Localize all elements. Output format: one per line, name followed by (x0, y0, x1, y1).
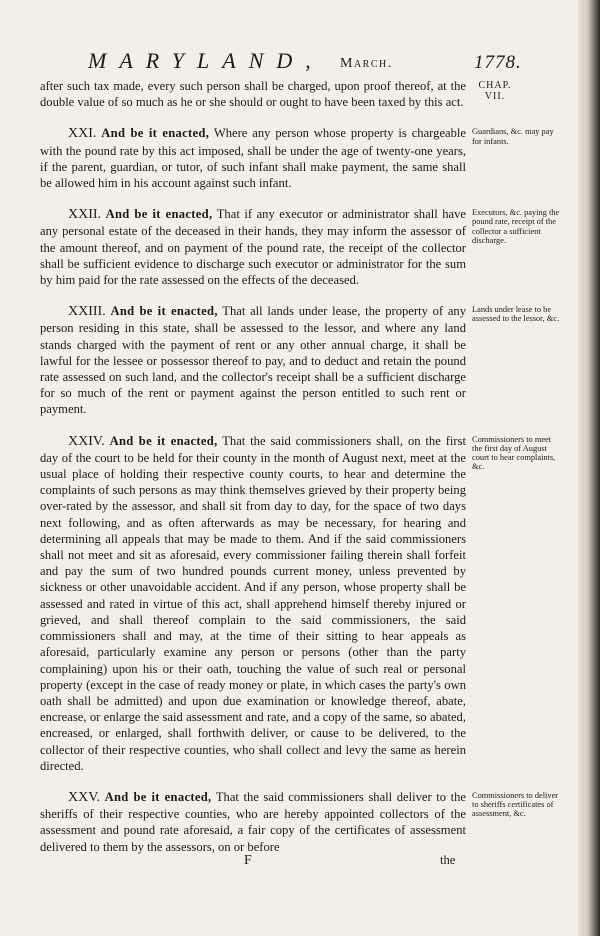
enacting-formula: And be it enacted, (110, 304, 218, 319)
enacting-formula: And be it enacted, (105, 207, 213, 222)
section-number: XXIII. (68, 304, 106, 320)
marginal-note: Commissioners to meet the first day of August court to hear complaints, &c. (472, 434, 556, 472)
marginal-note: Lands under lease to be assessed to the lessor, &c. (472, 305, 560, 324)
marginal-note: Executors, &c. paying the pound rate, receipt of the collector a sufficient discharge. (472, 208, 560, 245)
section-number: XXII. (68, 207, 102, 223)
section-23 (40, 303, 560, 417)
running-head-state: MARYLAND, (88, 48, 324, 73)
chapter-label: CHAP. (478, 80, 512, 91)
intro-paragraph (40, 78, 560, 110)
intro-text: after such tax made, every such person shall be charged, upon proof thereof, at the double value of so much as he or she should or ought to have been taxed by this act. (40, 79, 466, 110)
section-body: That if any executor or administrator shall have any personal estate of the deceased in their hands, they may inform the assessor of the amount thereof, and on payment of the pound rate, the receipt of the collector shall be sufficient evidence to discharge such executor or administrator for the sum by him paid for the rate assessed on the effects of the deceased. (40, 207, 467, 288)
section-24 (40, 433, 560, 774)
scan-edge (578, 0, 600, 936)
section-text (40, 789, 466, 855)
section-text (40, 125, 466, 191)
section-25 (40, 789, 560, 855)
marginal-note: Commissioners to deliver to sheriffs certificates of assessment, &c. (472, 790, 559, 819)
section-body: That all lands under lease, the property of any person residing in this state, shall be assessed to the lessor, and where any land stands charged with the payment of rent or any other annual charge, it shall be lawful for the lessee or possessor thereof to pay, and to deduct and retain the pound rate assessed on such land, and the collector's receipt shall be a sufficient discharge for so much of the rent or payment against the person entitled to such rent or payment. (40, 304, 466, 417)
section-text (40, 433, 466, 774)
section-body: That the said commissioners shall deliver to the sheriffs of their respective counties, who are hereby appointed collectors of the assessment and pound rate aforesaid, a fair copy of the certificates of assessment delivered to them by the assessors, on or before (40, 789, 466, 854)
enacting-formula: And be it enacted, (104, 789, 212, 804)
book-page (40, 48, 560, 873)
chapter-marker (472, 78, 560, 102)
running-head (40, 48, 560, 78)
section-22 (40, 206, 560, 288)
running-head-month: March. (340, 56, 393, 71)
marginal-note: Guardians, &c. may pay for infants. (472, 127, 554, 146)
section-body: That the said commissioners shall, on the first day of the court to be held for their county in the month of August next, meet at the usual place of holding their respective county courts, to hear and determine the complaints of such persons as may think themselves grieved by their property being over-rated by the assessor, and shall sit from day to day, for the space of two days next following, and as often afterwards as may be necessary, for hearing and determining all appeals that may be made to them. And if the said commissioners shall not meet and sit as aforesaid, every commissioner failing therein shall forfeit and pay the sum of two hundred pounds current money, unless prevented by sickness or other unavoidable accident. And if any person, whose property shall be assessed and rated in virtue of this act, shall apprehend himself thereby injured or grieved, and shall thereof complain to the said commissioners, the said commissioners shall and may, at the time of their sitting to hear appeals as aforesaid, particularly examine any person or persons (other than the party complaining) upon his or their oath, touching the value of such real or personal property (except in the case of ready money or plate, in which cases the party's own oath shall be admitted) and upon due examination or knowledge thereof, abate, encrease, or enlarge the said assessment and rate, and a copy of the same, so abated, encreased, or enlarged, shall forthwith deliver, or cause to be delivered, to the collector of their respective counties, who shall collect and levy the same as herein directed. (40, 433, 467, 773)
running-head-year: 1778. (474, 52, 522, 73)
catchword: the (440, 852, 456, 867)
section-text (40, 206, 466, 288)
section-body: Where any person whose property is chargeable with the pound rate by this act imposed, shall be under the age of twenty-one years, if the parent, guardian, or tutor, of such infant shall make payment, the same shall be allowed him in his account against such infant. (40, 126, 467, 191)
section-21 (40, 125, 560, 191)
chapter-number: VII. (484, 91, 506, 102)
signature-mark: F (244, 852, 252, 868)
enacting-formula: And be it enacted, (109, 433, 218, 448)
page-footer (40, 852, 560, 873)
section-number: XXI. (68, 126, 97, 142)
section-number: XXIV. (68, 433, 105, 449)
enacting-formula: And be it enacted, (101, 126, 210, 141)
section-text (40, 303, 466, 417)
section-number: XXV. (68, 789, 101, 805)
